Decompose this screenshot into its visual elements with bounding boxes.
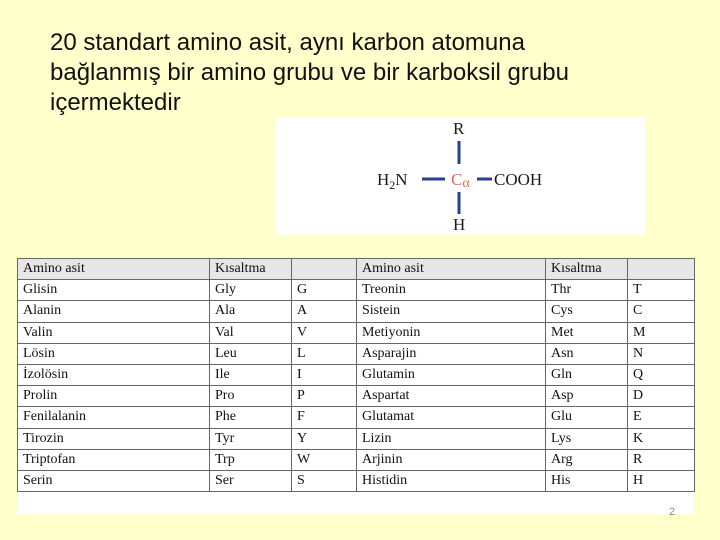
table-cell: Tirozin [18, 428, 210, 449]
table-cell: C [628, 301, 695, 322]
table-cell: Val [210, 322, 292, 343]
table-row [18, 322, 695, 343]
table-cell: E [628, 407, 695, 428]
formula-r-group: R [453, 119, 465, 138]
table-header-cell [292, 259, 357, 280]
table-cell: Pro [210, 386, 292, 407]
table-cell: H [628, 470, 695, 491]
table-cell: I [292, 364, 357, 385]
table-row [18, 343, 695, 364]
table-cell: Gly [210, 280, 292, 301]
table-cell: Q [628, 364, 695, 385]
formula-hydrogen: H [453, 215, 466, 234]
table-row [18, 428, 695, 449]
amino-acid-structure-diagram [276, 117, 645, 235]
table-cell: R [628, 449, 695, 470]
table-cell: Metiyonin [357, 322, 546, 343]
table-header-cell: Kısaltma [546, 259, 628, 280]
table-cell: Valin [18, 322, 210, 343]
table-cell: Fenilalanin [18, 407, 210, 428]
heading-line-1: 20 standart amino asit, aynı karbon atomuna [50, 29, 525, 56]
table-row [18, 449, 695, 470]
table-cell: G [292, 280, 357, 301]
formula-alpha-carbon: Cα [451, 170, 470, 191]
table-row [18, 407, 695, 428]
table-header-cell: Kısaltma [210, 259, 292, 280]
formula-carboxyl-group: COOH [494, 170, 543, 189]
amino-acid-table-container [17, 258, 694, 514]
heading-line-3: içermektedir [50, 89, 181, 116]
table-cell: Treonin [357, 280, 546, 301]
table-cell: Arg [546, 449, 628, 470]
table-cell: Glisin [18, 280, 210, 301]
table-header-cell [628, 259, 695, 280]
table-cell: Lösin [18, 343, 210, 364]
table-cell: F [292, 407, 357, 428]
table-cell: Alanin [18, 301, 210, 322]
table-header-row [18, 259, 695, 280]
table-cell: Y [292, 428, 357, 449]
table-cell: Sistein [357, 301, 546, 322]
table-cell: Histidin [357, 470, 546, 491]
table-cell: Ile [210, 364, 292, 385]
table-cell: P [292, 386, 357, 407]
table-cell: Serin [18, 470, 210, 491]
table-cell: Ser [210, 470, 292, 491]
table-cell: Ala [210, 301, 292, 322]
amino-acid-structure-svg [276, 117, 645, 235]
table-cell: His [546, 470, 628, 491]
table-cell: Glu [546, 407, 628, 428]
table-header-cell: Amino asit [18, 259, 210, 280]
table-row [18, 301, 695, 322]
table-cell: Thr [546, 280, 628, 301]
table-cell: K [628, 428, 695, 449]
table-cell: T [628, 280, 695, 301]
table-row [18, 386, 695, 407]
table-cell: Phe [210, 407, 292, 428]
table-cell: İzolösin [18, 364, 210, 385]
table-cell: Asn [546, 343, 628, 364]
page-number: 2 [669, 506, 676, 518]
table-cell: M [628, 322, 695, 343]
table-cell: Cys [546, 301, 628, 322]
amino-acid-table [17, 258, 695, 492]
table-row [18, 364, 695, 385]
table-cell: L [292, 343, 357, 364]
table-cell: N [628, 343, 695, 364]
table-cell: Trp [210, 449, 292, 470]
table-cell: Asp [546, 386, 628, 407]
table-cell: S [292, 470, 357, 491]
table-cell: Glutamin [357, 364, 546, 385]
table-row [18, 280, 695, 301]
table-header-cell: Amino asit [357, 259, 546, 280]
table-cell: Lys [546, 428, 628, 449]
table-cell: Tyr [210, 428, 292, 449]
table-row [18, 470, 695, 491]
table-cell: A [292, 301, 357, 322]
table-cell: Asparajin [357, 343, 546, 364]
slide-heading [50, 28, 690, 118]
table-cell: Gln [546, 364, 628, 385]
table-cell: V [292, 322, 357, 343]
table-cell: Met [546, 322, 628, 343]
table-cell: Triptofan [18, 449, 210, 470]
table-cell: D [628, 386, 695, 407]
table-cell: Arjinin [357, 449, 546, 470]
heading-line-2: bağlanmış bir amino grubu ve bir karboksil grubu [50, 59, 569, 86]
table-cell: Glutamat [357, 407, 546, 428]
table-cell: W [292, 449, 357, 470]
table-cell: Aspartat [357, 386, 546, 407]
table-cell: Lizin [357, 428, 546, 449]
formula-amino-group: $H_2N$ [377, 170, 408, 192]
table-cell: Leu [210, 343, 292, 364]
table-cell: Prolin [18, 386, 210, 407]
